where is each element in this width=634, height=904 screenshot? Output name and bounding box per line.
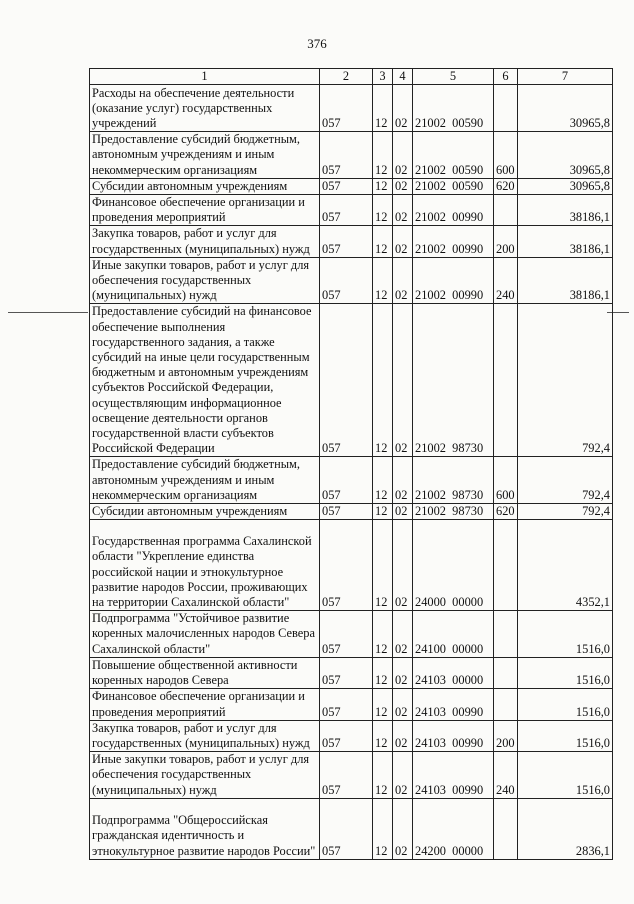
row-vr: 600 [494,132,518,179]
row-sum: 38186,1 [518,226,613,257]
table-row [90,720,613,751]
row-grbs: 057 [320,457,373,504]
row-csr: 24103 00990 [413,752,494,799]
row-vr [494,304,518,457]
row-rz: 12 [373,611,393,658]
row-csr: 21002 00590 [413,178,494,194]
table-header-row [90,69,613,85]
row-sum: 30965,8 [518,178,613,194]
row-sum: 1516,0 [518,720,613,751]
row-name: Субсидии автономным учреждениям [90,178,320,194]
row-csr: 21002 98730 [413,304,494,457]
row-grbs: 057 [320,85,373,132]
row-grbs: 057 [320,257,373,304]
table-row [90,798,613,859]
row-grbs: 057 [320,798,373,859]
row-pr: 02 [393,132,413,179]
row-rz: 12 [373,85,393,132]
row-pr: 02 [393,304,413,457]
row-pr: 02 [393,798,413,859]
row-vr [494,85,518,132]
row-vr: 620 [494,178,518,194]
table-row [90,611,613,658]
row-sum: 792,4 [518,457,613,504]
row-name: Иные закупки товаров, работ и услуг для обеспечения государственных (муниципальных) нужд [90,257,320,304]
header-cell: 7 [518,69,613,85]
row-vr [494,657,518,688]
row-grbs: 057 [320,611,373,658]
row-pr: 02 [393,720,413,751]
table-row [90,195,613,226]
row-sum: 38186,1 [518,195,613,226]
row-csr: 21002 00590 [413,85,494,132]
header-cell: 1 [90,69,320,85]
row-rz: 12 [373,798,393,859]
budget-table [89,68,613,860]
row-sum: 1516,0 [518,611,613,658]
header-cell: 4 [393,69,413,85]
row-csr: 24103 00000 [413,657,494,688]
row-grbs: 057 [320,720,373,751]
header-cell: 2 [320,69,373,85]
row-vr [494,798,518,859]
row-rz: 12 [373,752,393,799]
row-vr: 620 [494,504,518,520]
row-vr: 240 [494,257,518,304]
row-name: Иные закупки товаров, работ и услуг для обеспечения государственных (муниципальных) нужд [90,752,320,799]
table-row [90,304,613,457]
row-csr: 21002 00990 [413,257,494,304]
row-grbs: 057 [320,657,373,688]
row-sum: 792,4 [518,504,613,520]
row-vr [494,520,518,611]
row-csr: 21002 98730 [413,457,494,504]
row-csr: 24103 00990 [413,720,494,751]
row-sum: 1516,0 [518,657,613,688]
row-csr: 24100 00000 [413,611,494,658]
row-vr: 200 [494,720,518,751]
row-grbs: 057 [320,195,373,226]
table-row [90,689,613,720]
row-name: Субсидии автономным учреждениям [90,504,320,520]
row-pr: 02 [393,611,413,658]
row-pr: 02 [393,257,413,304]
row-csr: 24200 00000 [413,798,494,859]
row-grbs: 057 [320,304,373,457]
row-sum: 38186,1 [518,257,613,304]
table-row [90,752,613,799]
row-name: Расходы на обеспечение деятельности (оказание услуг) государственных учреждений [90,85,320,132]
row-sum: 792,4 [518,304,613,457]
row-pr: 02 [393,226,413,257]
row-csr: 24000 00000 [413,520,494,611]
row-rz: 12 [373,504,393,520]
row-name: Подпрограмма "Общероссийская гражданская идентичность и этнокультурное развитие народов России" [90,798,320,859]
row-grbs: 057 [320,226,373,257]
table-row [90,226,613,257]
table-row [90,132,613,179]
table-row [90,657,613,688]
header-cell: 3 [373,69,393,85]
table-row [90,257,613,304]
table-row [90,520,613,611]
header-cell: 5 [413,69,494,85]
row-name: Подпрограмма "Устойчивое развитие коренных малочисленных народов Севера Сахалинской области" [90,611,320,658]
row-vr: 240 [494,752,518,799]
row-grbs: 057 [320,752,373,799]
row-csr: 21002 00590 [413,132,494,179]
row-rz: 12 [373,720,393,751]
row-rz: 12 [373,520,393,611]
row-rz: 12 [373,457,393,504]
row-sum: 2836,1 [518,798,613,859]
row-name: Финансовое обеспечение организации и проведения мероприятий [90,195,320,226]
row-name: Закупка товаров, работ и услуг для государственных (муниципальных) нужд [90,226,320,257]
row-vr [494,195,518,226]
row-name: Предоставление субсидий на финансовое обеспечение выполнения государственного задания, а также субсидий на иные цели государственным бюджетным и автономным учреждениям субъектов Российской Федерации, осуществляющим информационное освещение деятельности органов государственной власти субъектов Российской Федерации [90,304,320,457]
row-name: Государственная программа Сахалинской области "Укрепление единства российской нации и этнокультурное развитие народов России, проживающих на территории Сахалинской области" [90,520,320,611]
row-sum: 30965,8 [518,85,613,132]
row-rz: 12 [373,226,393,257]
table-row [90,178,613,194]
row-pr: 02 [393,689,413,720]
row-rz: 12 [373,195,393,226]
page-number: 376 [307,36,327,51]
row-pr: 02 [393,85,413,132]
row-csr: 21002 00990 [413,226,494,257]
row-rz: 12 [373,657,393,688]
row-sum: 1516,0 [518,752,613,799]
row-grbs: 057 [320,504,373,520]
row-grbs: 057 [320,178,373,194]
row-rz: 12 [373,132,393,179]
scan-cut-line-left [8,312,88,313]
row-name: Предоставление субсидий бюджетным, автономным учреждениям и иным некоммерческим организациям [90,132,320,179]
row-pr: 02 [393,520,413,611]
row-name: Повышение общественной активности коренных народов Севера [90,657,320,688]
row-rz: 12 [373,257,393,304]
row-grbs: 057 [320,689,373,720]
header-cell: 6 [494,69,518,85]
row-vr [494,611,518,658]
row-sum: 4352,1 [518,520,613,611]
row-grbs: 057 [320,520,373,611]
row-vr: 600 [494,457,518,504]
row-pr: 02 [393,195,413,226]
row-name: Закупка товаров, работ и услуг для государственных (муниципальных) нужд [90,720,320,751]
row-sum: 30965,8 [518,132,613,179]
table-row [90,457,613,504]
row-vr: 200 [494,226,518,257]
row-pr: 02 [393,504,413,520]
table-row [90,504,613,520]
row-rz: 12 [373,178,393,194]
row-name: Предоставление субсидий бюджетным, автономным учреждениям и иным некоммерческим организациям [90,457,320,504]
row-pr: 02 [393,457,413,504]
row-pr: 02 [393,178,413,194]
row-csr: 24103 00990 [413,689,494,720]
row-pr: 02 [393,657,413,688]
row-rz: 12 [373,689,393,720]
table-row [90,85,613,132]
row-grbs: 057 [320,132,373,179]
row-csr: 21002 00990 [413,195,494,226]
row-name: Финансовое обеспечение организации и проведения мероприятий [90,689,320,720]
row-rz: 12 [373,304,393,457]
row-pr: 02 [393,752,413,799]
row-vr [494,689,518,720]
row-sum: 1516,0 [518,689,613,720]
row-csr: 21002 98730 [413,504,494,520]
